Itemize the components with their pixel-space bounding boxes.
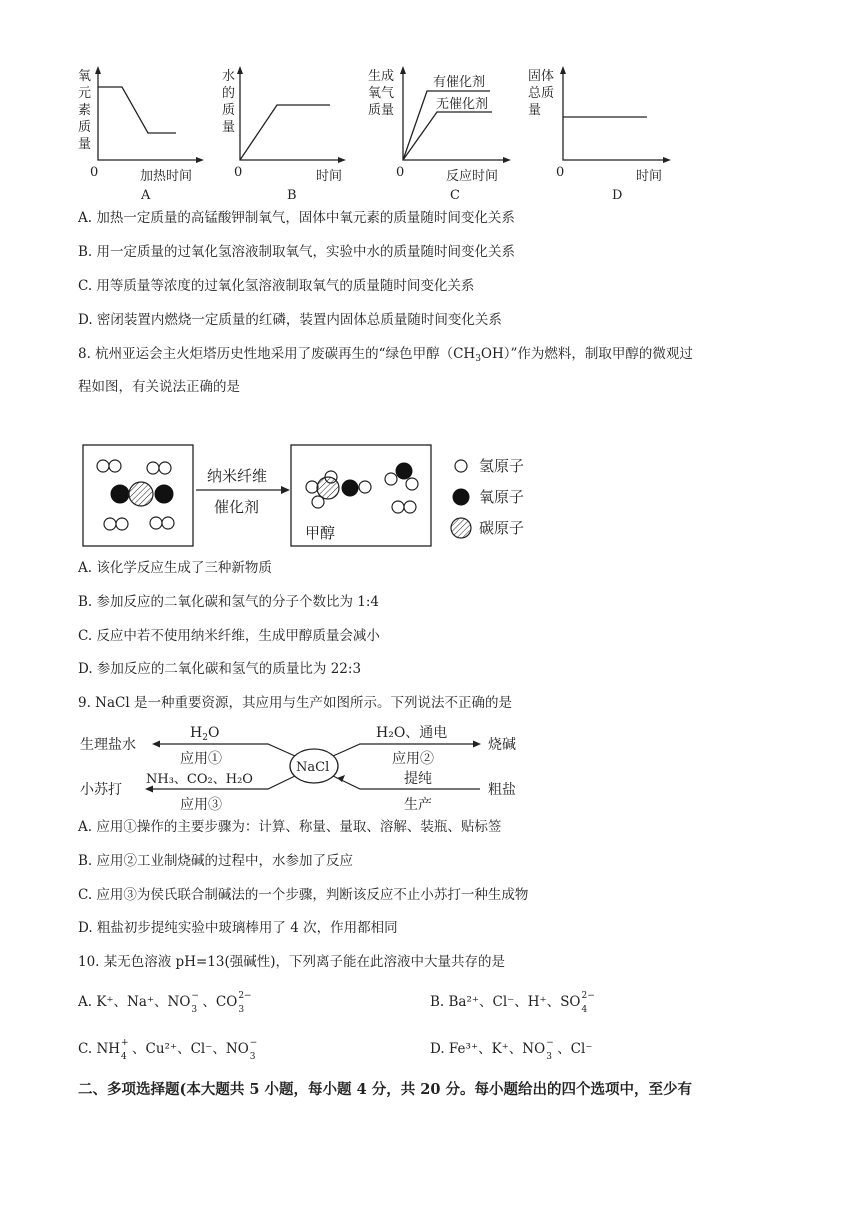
q8-option-d: D. 参加反应的二氧化碳和氢气的质量比为 22:3 xyxy=(78,661,362,677)
q9-stem: 9. NaCl 是一种重要资源，其应用与生产如图所示。下列说法不正确的是 xyxy=(78,695,512,711)
graph-b-letter: B xyxy=(287,188,297,200)
graph-b-origin: 0 xyxy=(234,165,243,180)
graph-d-letter: D xyxy=(612,188,623,200)
q8-option-a: A. 该化学反应生成了三种新物质 xyxy=(78,560,272,576)
q9-right-top-label: 应用② xyxy=(392,751,434,767)
graph-a-ylabel-4: 量 xyxy=(78,137,92,152)
q8-diagram xyxy=(0,440,860,570)
section-2-header: 二、多项选择题(本大题共 5 小题，每小题 4 分，共 20 分。每小题给出的四个选项中，至少有 xyxy=(78,1081,693,1098)
graph-a-ylabel-3: 质 xyxy=(78,120,92,135)
q9-left-bottom-label: 应用③ xyxy=(180,797,222,813)
q9-right-bottom-label: 生产 xyxy=(404,797,432,813)
q9-option-b: B. 应用②工业制烧碱的过程中，水参加了反应 xyxy=(78,853,354,869)
graph-c-curve2: 无催化剂 xyxy=(436,97,489,112)
graph-b-ylabel-2: 质 xyxy=(222,103,236,118)
q10-option-d: D. Fe³⁺、K⁺、NO − 3 、Cl⁻ xyxy=(430,1038,593,1062)
q9-diagram xyxy=(0,715,860,815)
q10-option-b: B. Ba²⁺、Cl⁻、H⁺、SO 2− 4 xyxy=(430,991,595,1015)
q9-left-top-label: 应用① xyxy=(180,751,222,767)
graph-c-ylabel-1: 氧气 xyxy=(368,86,395,101)
graph-d-xlabel: 时间 xyxy=(636,169,663,184)
graph-a-ylabel-1: 元 xyxy=(78,86,92,101)
oxygen-atom-icon xyxy=(453,489,470,506)
carbon-atom-icon xyxy=(451,518,471,538)
graph-d-ylabel-1: 总质 xyxy=(528,86,555,101)
q8-stem-line1: 8. 杭州亚运会主火炬塔历史性地采用了废碳再生的“绿色甲醇$(CH_3OH)$”作为燃料，制取甲醇的微观过 xyxy=(78,346,693,364)
legend-carbon: 碳原子 xyxy=(479,519,525,537)
graph-a-origin: 0 xyxy=(90,165,99,180)
graph-d-origin: 0 xyxy=(556,165,565,180)
graph-c-ylabel-2: 质量 xyxy=(368,103,395,118)
graph-c-xlabel: 反应时间 xyxy=(446,169,499,184)
graph-c-letter: C xyxy=(450,188,460,200)
q8-stem-line2: 程如图，有关说法正确的是 xyxy=(78,379,240,395)
q9-left-bottom-reagent: NH₃、CO₂、H₂O xyxy=(146,772,253,787)
graph-c-ylabel-0: 生成 xyxy=(368,69,395,84)
q7-option-c: C. 用等质量等浓度的过氧化氢溶液制取氧气的质量随时间变化关系 xyxy=(78,278,475,294)
q9-left-top-product: 生理盐水 xyxy=(80,737,136,753)
graph-a-xlabel: 加热时间 xyxy=(140,169,193,184)
q9-right-bottom-source: 粗盐 xyxy=(488,782,516,798)
hydrogen-atom-icon xyxy=(455,460,467,472)
graph-a-ylabel-0: 氧 xyxy=(78,69,92,84)
q8-option-c: C. 反应中若不使用纳米纤维，生成甲醇质量会减小 xyxy=(78,628,380,644)
q7-option-d: D. 密闭装置内燃烧一定质量的红磷，装置内固体总质量随时间变化关系 xyxy=(78,312,502,328)
graph-b-xlabel: 时间 xyxy=(316,169,343,184)
q7-option-a: A. 加热一定质量的高锰酸钾制氧气，固体中氧元素的质量随时间变化关系 xyxy=(78,210,515,226)
legend-oxygen: 氧原子 xyxy=(479,488,525,506)
q10-option-c: C. NH + 4 、Cu²⁺、Cl⁻、NO − 3 xyxy=(78,1038,258,1062)
q9-option-c: C. 应用③为侯氏联合制碱法的一个步骤，判断该反应不止小苏打一种生成物 xyxy=(78,887,529,903)
q8-product-label: 甲醇 xyxy=(305,524,336,542)
q7-option-b: B. 用一定质量的过氧化氢溶液制取氧气，实验中水的质量随时间变化关系 xyxy=(78,244,516,260)
graph-c-origin: 0 xyxy=(396,165,405,180)
q9-right-top-reagent: H₂O、通电 xyxy=(376,725,448,741)
q8-option-b: B. 参加反应的二氧化碳和氢气的分子个数比为 1:4 xyxy=(78,594,380,610)
graph-a-letter: A xyxy=(141,188,151,200)
q10-option-a: A. K⁺、Na⁺、NO − 3 、CO 2− 3 xyxy=(78,991,252,1015)
graph-b-ylabel-3: 量 xyxy=(222,120,236,135)
q9-option-d: D. 粗盐初步提纯实验中玻璃棒用了 4 次，作用都相同 xyxy=(78,920,398,936)
legend-hydrogen: 氢原子 xyxy=(479,457,525,475)
q8-arrow-bottom: 催化剂 xyxy=(214,498,260,516)
graph-b-ylabel-0: 水 xyxy=(222,69,236,84)
q10-stem: 10. 某无色溶液 pH=13(强碱性)，下列离子能在此溶液中大量共存的是 xyxy=(78,954,505,970)
q9-right-top-product: 烧碱 xyxy=(488,737,516,753)
q9-right-bottom-reagent: 提纯 xyxy=(404,771,432,787)
q9-left-top-reagent: $H_2O$ xyxy=(190,725,220,743)
q9-center: NaCl xyxy=(296,760,330,775)
graph-b-ylabel-1: 的 xyxy=(222,86,236,101)
q9-option-a: A. 应用①操作的主要步骤为：计算、称量、量取、溶解、装瓶、贴标签 xyxy=(78,819,502,835)
graph-c-curve1: 有催化剂 xyxy=(433,75,486,90)
q9-left-bottom-product: 小苏打 xyxy=(80,782,122,798)
q7-graphs xyxy=(0,0,860,200)
graph-d-ylabel-0: 固体 xyxy=(528,69,555,84)
graph-a-ylabel-2: 素 xyxy=(78,103,92,118)
q8-arrow-top: 纳米纤维 xyxy=(207,467,268,485)
graph-d-ylabel-2: 量 xyxy=(528,103,542,118)
